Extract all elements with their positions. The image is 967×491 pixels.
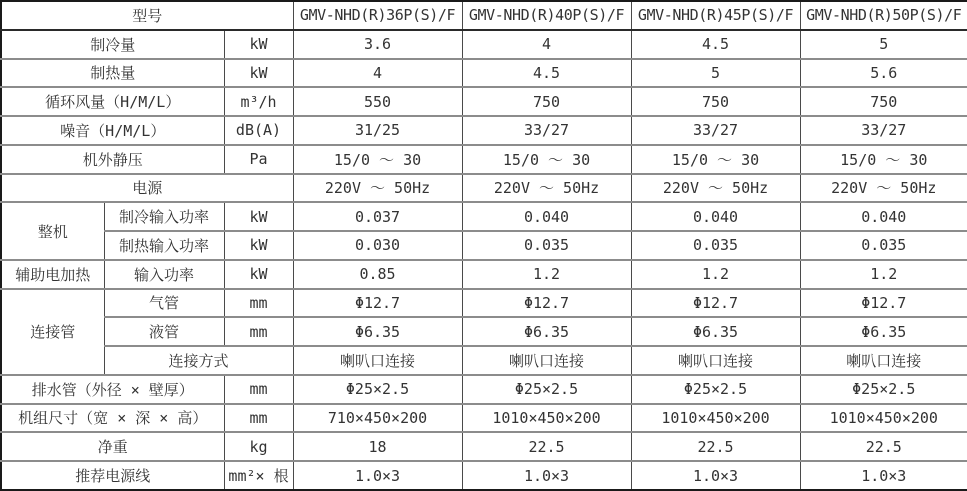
value-cell: 710×450×200 bbox=[293, 404, 462, 433]
row-label-net-weight: 净重 bbox=[1, 432, 224, 461]
row-label-heating-input: 制热输入功率 bbox=[104, 231, 224, 260]
unit-drain-pipe: mm bbox=[224, 375, 293, 404]
table-row bbox=[1, 404, 967, 433]
value-cell: 0.030 bbox=[293, 231, 462, 260]
value-cell: 1.0×3 bbox=[293, 461, 462, 490]
table-row bbox=[1, 231, 967, 260]
table-row bbox=[1, 260, 967, 289]
table-row bbox=[1, 59, 967, 88]
value-cell: 4 bbox=[462, 30, 631, 59]
value-cell: 1.2 bbox=[462, 260, 631, 289]
value-cell: 33/27 bbox=[631, 116, 800, 145]
value-cell: 0.040 bbox=[631, 202, 800, 231]
value-cell: 22.5 bbox=[462, 432, 631, 461]
row-label-liquid-pipe: 液管 bbox=[104, 317, 224, 346]
value-cell: Φ6.35 bbox=[462, 317, 631, 346]
value-cell: 220V ～ 50Hz bbox=[631, 174, 800, 203]
row-label-connection: 连接方式 bbox=[104, 346, 293, 375]
unit-gas-pipe: mm bbox=[224, 289, 293, 318]
value-cell: Φ25×2.5 bbox=[293, 375, 462, 404]
table-row bbox=[1, 346, 967, 375]
row-label-gas-pipe: 气管 bbox=[104, 289, 224, 318]
value-cell: 喇叭口连接 bbox=[293, 346, 462, 375]
model-row-label: 型号 bbox=[1, 1, 293, 30]
row-label-air-volume: 循环风量（H/M/L） bbox=[1, 87, 224, 116]
value-cell: 0.037 bbox=[293, 202, 462, 231]
group-label-pipes: 连接管 bbox=[1, 289, 104, 375]
row-label-noise: 噪音（H/M/L） bbox=[1, 116, 224, 145]
value-cell: 5.6 bbox=[800, 59, 967, 88]
model-name-header: GMV-NHD(R)45P(S)/F bbox=[631, 1, 800, 30]
value-cell: 0.040 bbox=[800, 202, 967, 231]
row-label-cooling-capacity: 制冷量 bbox=[1, 30, 224, 59]
value-cell: 750 bbox=[462, 87, 631, 116]
value-cell: 33/27 bbox=[800, 116, 967, 145]
row-label-drain-pipe: 排水管（外径 × 壁厚） bbox=[1, 375, 224, 404]
value-cell: 220V ～ 50Hz bbox=[293, 174, 462, 203]
value-cell: 1.2 bbox=[631, 260, 800, 289]
unit-heating-input: kW bbox=[224, 231, 293, 260]
value-cell: 1.0×3 bbox=[631, 461, 800, 490]
row-label-aux-heater-input: 输入功率 bbox=[104, 260, 224, 289]
value-cell: 550 bbox=[293, 87, 462, 116]
row-label-heating-capacity: 制热量 bbox=[1, 59, 224, 88]
value-cell: Φ25×2.5 bbox=[462, 375, 631, 404]
row-label-static-pressure: 机外静压 bbox=[1, 145, 224, 174]
value-cell: 15/0 ～ 30 bbox=[800, 145, 967, 174]
unit-power-cord: mm²× 根 bbox=[224, 461, 293, 490]
value-cell: 22.5 bbox=[800, 432, 967, 461]
unit-aux-heater: kW bbox=[224, 260, 293, 289]
table-row bbox=[1, 375, 967, 404]
model-name-header: GMV-NHD(R)50P(S)/F bbox=[800, 1, 967, 30]
value-cell: Φ6.35 bbox=[631, 317, 800, 346]
table-row bbox=[1, 317, 967, 346]
unit-air-volume: m³/h bbox=[224, 87, 293, 116]
value-cell: 3.6 bbox=[293, 30, 462, 59]
value-cell: 15/0 ～ 30 bbox=[293, 145, 462, 174]
value-cell: 750 bbox=[631, 87, 800, 116]
unit-net-weight: kg bbox=[224, 432, 293, 461]
unit-heating-capacity: kW bbox=[224, 59, 293, 88]
table-row bbox=[1, 145, 967, 174]
unit-cooling-capacity: kW bbox=[224, 30, 293, 59]
value-cell: 喇叭口连接 bbox=[631, 346, 800, 375]
unit-liquid-pipe: mm bbox=[224, 317, 293, 346]
value-cell: 22.5 bbox=[631, 432, 800, 461]
value-cell: 喇叭口连接 bbox=[462, 346, 631, 375]
value-cell: 1.0×3 bbox=[800, 461, 967, 490]
group-label-whole-unit: 整机 bbox=[1, 202, 104, 260]
table-row bbox=[1, 87, 967, 116]
value-cell: 1010×450×200 bbox=[800, 404, 967, 433]
value-cell: 0.035 bbox=[800, 231, 967, 260]
table-row bbox=[1, 289, 967, 318]
value-cell: Φ12.7 bbox=[631, 289, 800, 318]
value-cell: 0.035 bbox=[462, 231, 631, 260]
value-cell: 15/0 ～ 30 bbox=[631, 145, 800, 174]
value-cell: 1.2 bbox=[800, 260, 967, 289]
value-cell: Φ25×2.5 bbox=[631, 375, 800, 404]
table-row bbox=[1, 174, 967, 203]
unit-cooling-input: kW bbox=[224, 202, 293, 231]
unit-dimensions: mm bbox=[224, 404, 293, 433]
value-cell: 1.0×3 bbox=[462, 461, 631, 490]
value-cell: 0.85 bbox=[293, 260, 462, 289]
value-cell: 5 bbox=[800, 30, 967, 59]
value-cell: 4.5 bbox=[462, 59, 631, 88]
value-cell: Φ25×2.5 bbox=[800, 375, 967, 404]
value-cell: 1010×450×200 bbox=[462, 404, 631, 433]
group-label-aux-heater: 辅助电加热 bbox=[1, 260, 104, 289]
value-cell: Φ12.7 bbox=[462, 289, 631, 318]
table-row bbox=[1, 432, 967, 461]
value-cell: 0.040 bbox=[462, 202, 631, 231]
value-cell: 1010×450×200 bbox=[631, 404, 800, 433]
row-label-dimensions: 机组尺寸（宽 × 深 × 高） bbox=[1, 404, 224, 433]
value-cell: 喇叭口连接 bbox=[800, 346, 967, 375]
value-cell: Φ12.7 bbox=[800, 289, 967, 318]
value-cell: 15/0 ～ 30 bbox=[462, 145, 631, 174]
value-cell: 5 bbox=[631, 59, 800, 88]
row-label-cooling-input: 制冷输入功率 bbox=[104, 202, 224, 231]
value-cell: 4 bbox=[293, 59, 462, 88]
row-label-power-supply: 电源 bbox=[1, 174, 293, 203]
value-cell: 4.5 bbox=[631, 30, 800, 59]
row-label-power-cord: 推荐电源线 bbox=[1, 461, 224, 490]
table-row bbox=[1, 1, 967, 30]
table-row bbox=[1, 461, 967, 490]
value-cell: Φ6.35 bbox=[293, 317, 462, 346]
value-cell: 0.035 bbox=[631, 231, 800, 260]
table-row bbox=[1, 116, 967, 145]
value-cell: 220V ～ 50Hz bbox=[462, 174, 631, 203]
value-cell: 750 bbox=[800, 87, 967, 116]
model-name-header: GMV-NHD(R)40P(S)/F bbox=[462, 1, 631, 30]
value-cell: 18 bbox=[293, 432, 462, 461]
table-row bbox=[1, 202, 967, 231]
unit-static-pressure: Pa bbox=[224, 145, 293, 174]
value-cell: 33/27 bbox=[462, 116, 631, 145]
table-row bbox=[1, 30, 967, 59]
value-cell: Φ6.35 bbox=[800, 317, 967, 346]
unit-noise: dB(A) bbox=[224, 116, 293, 145]
value-cell: 31/25 bbox=[293, 116, 462, 145]
value-cell: Φ12.7 bbox=[293, 289, 462, 318]
model-name-header: GMV-NHD(R)36P(S)/F bbox=[293, 1, 462, 30]
value-cell: 220V ～ 50Hz bbox=[800, 174, 967, 203]
